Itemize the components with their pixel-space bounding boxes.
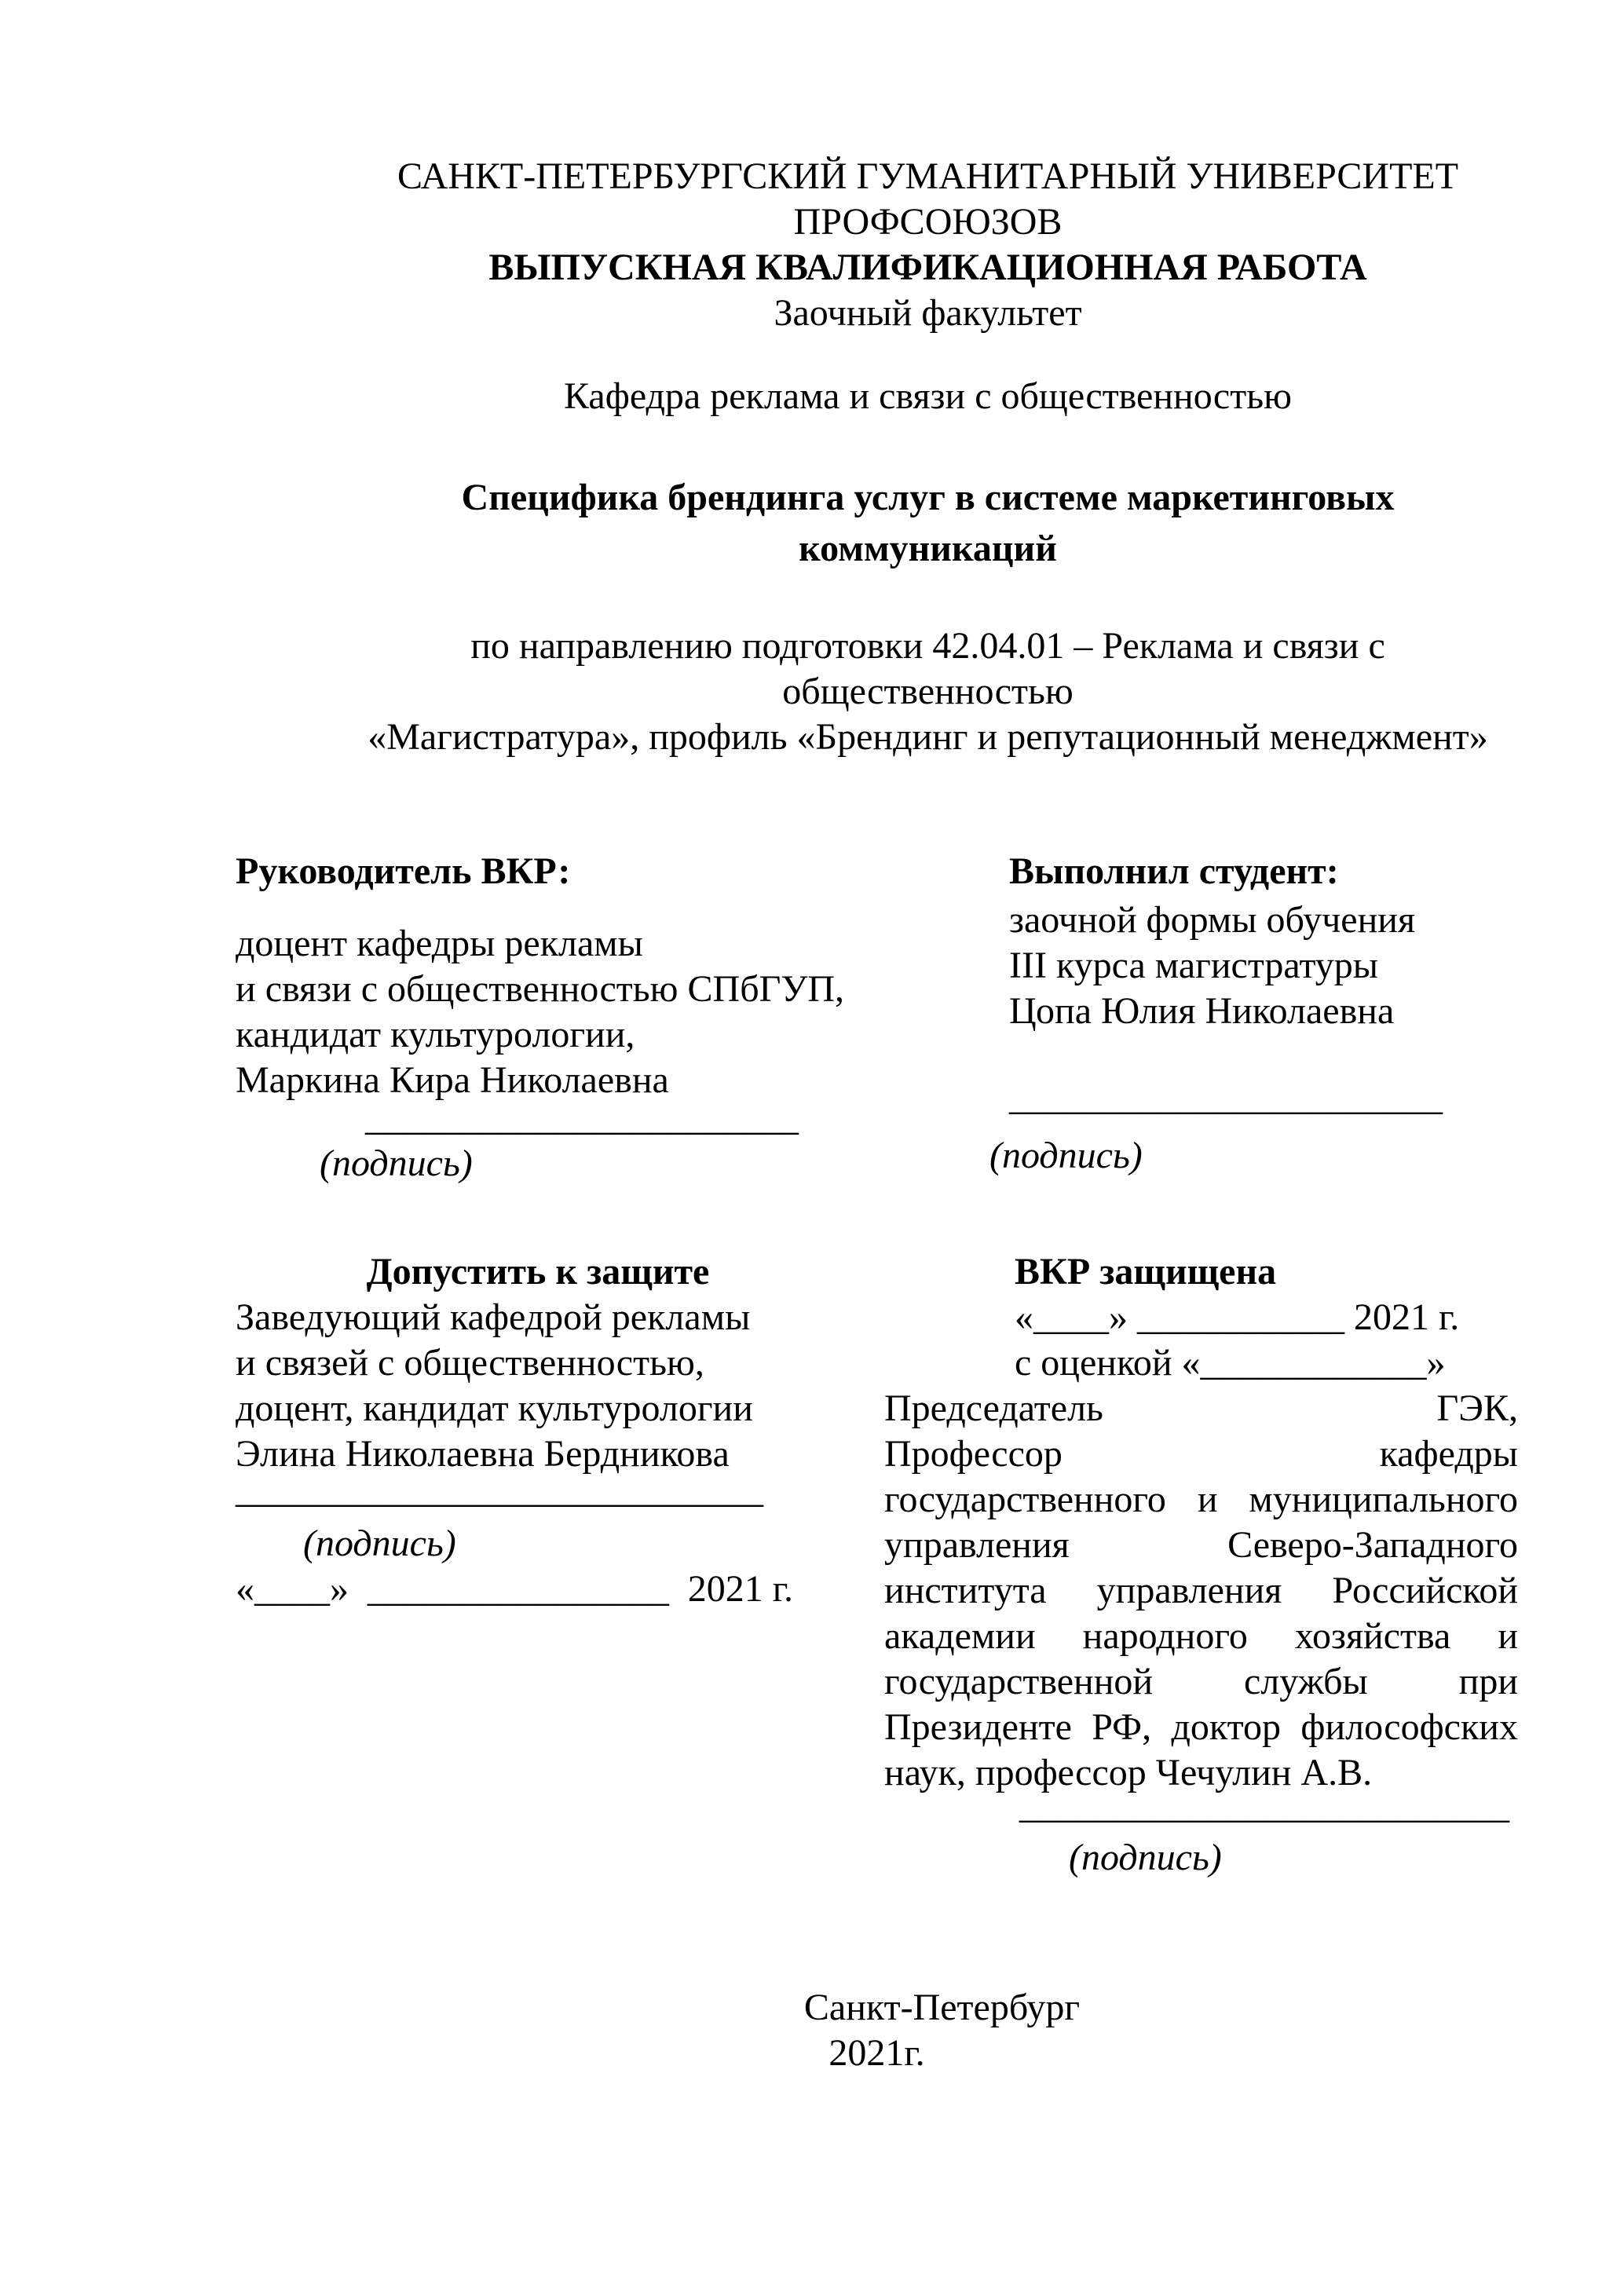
admission-signature-caption: (подпись) — [303, 1523, 456, 1564]
supervisor-block — [236, 849, 845, 1186]
admission-info-line: Элина Николаевна Бердникова — [236, 1433, 730, 1475]
chairman-paragraph-line: академии народного хозяйства и — [884, 1615, 1518, 1657]
work-type: ВЫПУСКНАЯ КВАЛИФИКАЦИОННАЯ РАБОТА — [488, 247, 1367, 288]
admission-date-line — [236, 1567, 793, 1612]
chairman-paragraph-line: наук, профессор Чечулин А.В. — [884, 1752, 1373, 1793]
chairman-paragraph-line: государственного и муниципального — [884, 1479, 1518, 1520]
chairman-paragraph — [884, 1386, 1518, 1796]
thesis-title: Специфика брендинга услуг в системе маркетинговых коммуникаций — [461, 477, 1395, 569]
supervisor-info-line: доцент кафедры рекламы — [236, 923, 643, 964]
faculty-name: Заочный факультет — [774, 292, 1082, 334]
department-name: Кафедра реклама и связи с общественностью — [564, 375, 1292, 417]
chairman-paragraph-line: Президенте РФ, доктор философских — [884, 1706, 1518, 1748]
supervisor-info-line: Маркина Кира Николаевна — [236, 1059, 669, 1101]
chairman-paragraph-line: Председатель ГЭК, — [884, 1387, 1518, 1429]
chairman-paragraph-line: управления Северо-Западного — [884, 1524, 1518, 1566]
university-header — [236, 154, 1518, 336]
admission-lines — [236, 1295, 793, 1477]
student-heading: Выполнил студент: — [1009, 850, 1339, 892]
defense-heading: ВКР защищена — [1015, 1251, 1277, 1292]
defense-block — [884, 1249, 1518, 1881]
student-lines — [1009, 898, 1520, 1034]
supervisor-student-section — [236, 849, 1518, 1186]
admission-info-line: Заведующий кафедрой рекламы — [236, 1296, 751, 1338]
student-info-line: Цопа Юлия Николаевна — [1009, 990, 1395, 1032]
program-profile: «Магистратура», профиль «Брендинг и репутационный менеджмент» — [368, 716, 1488, 758]
student-info-line: III курса магистратуры — [1009, 945, 1379, 986]
footer-year: 2021г. — [828, 2032, 925, 2074]
supervisor-signature-caption: (подпись) — [320, 1143, 473, 1184]
supervisor-info-line: и связи с общественностью СПбГУП, — [236, 968, 845, 1010]
defense-grade-line: с оценкой «____________» — [1015, 1342, 1446, 1384]
admission-info-line: и связей с общественностью, — [236, 1342, 704, 1384]
defense-signature-caption: (подпись) — [1069, 1837, 1222, 1878]
defense-date-line: «____» ___________ 2021 г. — [1015, 1296, 1460, 1338]
chairman-paragraph-line: Профессор кафедры — [884, 1433, 1518, 1475]
student-signature-line: _______________________ — [1009, 1077, 1443, 1118]
university-name: САНКТ-ПЕТЕРБУРГСКИЙ ГУМАНИТАРНЫЙ УНИВЕРСИТЕТ ПРОФСОЮЗОВ — [397, 155, 1459, 243]
admission-date-quote: «____» — [236, 1568, 349, 1610]
supervisor-info-line: кандидат культурологии, — [236, 1014, 635, 1055]
student-signature-caption: (подпись) — [989, 1135, 1143, 1176]
admission-heading: Допустить к защите — [366, 1251, 710, 1292]
student-info-line: заочной формы обучения — [1009, 899, 1416, 941]
chairman-paragraph-line: государственной службы при — [884, 1661, 1518, 1702]
defense-signature-line: __________________________ — [1019, 1785, 1509, 1826]
admission-date-blank: ________________ — [367, 1568, 669, 1610]
supervisor-heading: Руководитель ВКР: — [236, 850, 571, 892]
supervisor-signature-line: _______________________ — [365, 1097, 799, 1139]
admission-defense-section — [236, 1249, 1518, 1881]
program-direction: по направлению подготовки 42.04.01 – Реклама и связи с общественностью — [470, 625, 1385, 712]
chairman-paragraph-line: института управления Российской — [884, 1570, 1518, 1611]
admission-signature-line: ____________________________ — [236, 1469, 763, 1511]
admission-info-line: доцент, кандидат культурологии — [236, 1387, 753, 1429]
admission-date-year: 2021 г. — [687, 1568, 793, 1610]
supervisor-lines — [236, 921, 845, 1103]
admission-block — [236, 1249, 793, 1612]
student-block — [989, 849, 1520, 1179]
footer-city: Санкт-Петербург — [803, 1987, 1081, 2028]
program-info — [236, 623, 1518, 760]
